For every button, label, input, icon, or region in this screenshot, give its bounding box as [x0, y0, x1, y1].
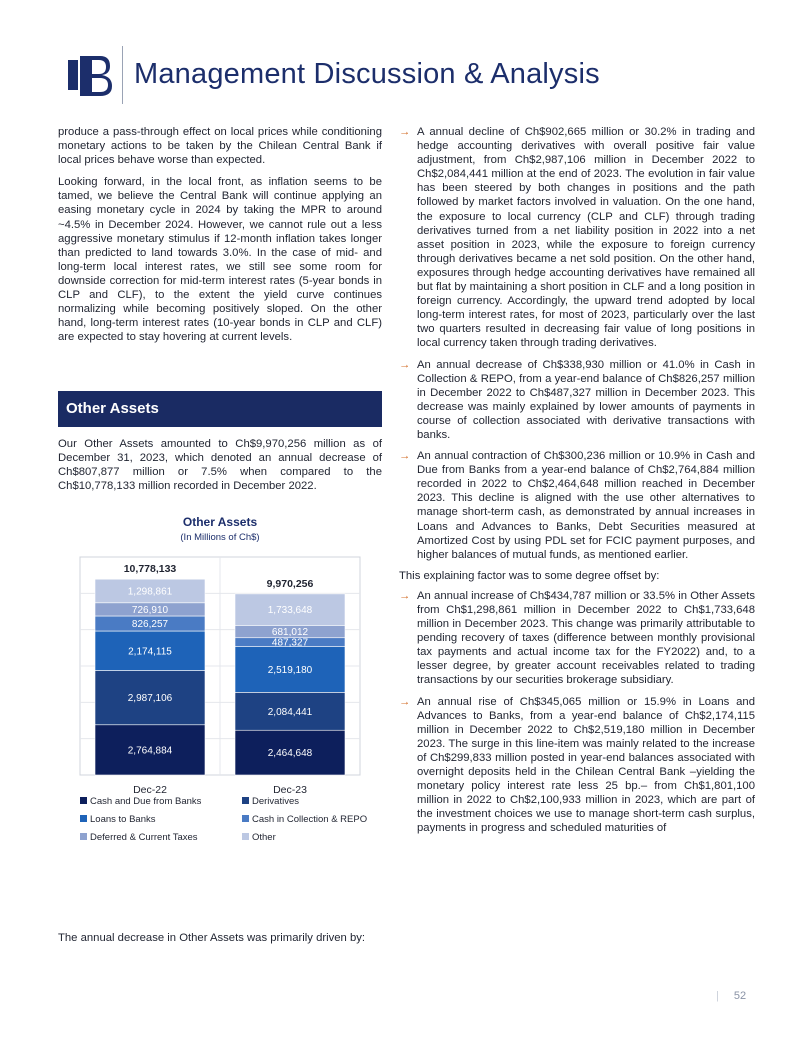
- list-item-other-assets: [399, 589, 755, 688]
- page-number: 52: [733, 990, 747, 1002]
- data-label: 1,733,648: [267, 605, 313, 617]
- legend-swatch: [80, 815, 87, 822]
- other-assets-intro: [58, 437, 382, 501]
- chart-title: Other Assets: [182, 515, 258, 529]
- paragraph-inflation-effect: produce a pass-through effect on local prices while conditioning monetary actions to be taken by the Chilean Central Bank if local prices behave worse than expected.: [58, 126, 382, 167]
- legend-label: Other: [252, 832, 276, 843]
- other-assets-chart: [58, 512, 382, 852]
- arrow-bullet-icon: →: [399, 589, 411, 602]
- data-label: 2,174,115: [128, 646, 172, 658]
- page-header: [66, 46, 766, 104]
- paragraph-outlook: Looking forward, in the local front, as inflation seems to be tamed, we believe the Central Bank will continue applying an easing monetary cycle in 2024 by taking the MPR to around ~4.5% in December 2024. However, we cannot rule out a less aggressive monetary stimulus if 12-month inflation takes longer than predicted to land towards 3.0%. In the case of mid- and long-term local interest rates, we still see some room for downside correction for mid-term interest rates (5-year bonds in CLP and CLF), to the extent the yield curve continues normalizing while becoming positively sloped. On the other hand, long-term interest rates (10-year bonds in CLP and CLF) are expected to stay hovering at current levels.: [58, 176, 382, 344]
- total-label: 10,778,133: [123, 563, 177, 576]
- list-item-cash-due-banks: [399, 449, 755, 562]
- paragraph-other-assets-intro: Our Other Assets amounted to Ch$9,970,256 million as of December 31, 2023, which denoted an annual decrease of Ch$807,877 million or 7.5% when compared to the Ch$10,778,133 million recorded in December 2022.: [58, 438, 382, 493]
- page-footer: [716, 990, 746, 1002]
- legend-swatch: [242, 797, 249, 804]
- data-label: 2,519,180: [267, 664, 313, 676]
- data-label: 2,987,106: [127, 693, 173, 705]
- left-column: [58, 125, 382, 352]
- data-label: 2,764,884: [127, 745, 173, 757]
- legend-swatch: [80, 833, 87, 840]
- data-label: 1,298,861: [127, 586, 173, 598]
- section-title: Other Assets: [66, 400, 159, 417]
- offset-lead-in: This explaining factor was to some degree offset by:: [399, 569, 660, 582]
- list-item-cash-in-collection: [399, 358, 755, 443]
- list-item-loans-to-banks: [399, 695, 755, 836]
- bullet-text: An annual rise of Ch$345,065 million or 15.9% in Loans and Advances to Banks, from a year-end balance of Ch$2,174,115 million in December 2022 to Ch$2,519,180 million in December 2023. The surge in this line-item was mainly related to the increase of Ch$299,833 million posted in year-end balances associated with overnight deposits held in the Chilean Central Bank –yielding the monetary policy interest rate less 25 bp.– from Ch$1,801,100 million in 2022 to Ch$2,100,933 million in 2023, which are part of the investment choices we use to manage short-term cash surplus, payments in progress and scheduled maturities of: [417, 695, 755, 835]
- legend-label: Loans to Banks: [90, 814, 156, 825]
- chart-subtitle: (In Millions of Ch$): [180, 532, 260, 543]
- header-divider: [122, 46, 123, 104]
- data-label: 726,910: [131, 604, 169, 616]
- arrow-bullet-icon: →: [399, 358, 411, 371]
- legend-label: Deferred & Current Taxes: [90, 832, 198, 843]
- legend-swatch: [80, 797, 87, 804]
- total-label: 9,970,256: [266, 577, 314, 590]
- page-title: Management Discussion & Analysis: [134, 58, 600, 90]
- legend-swatch: [242, 815, 249, 822]
- arrow-bullet-icon: →: [399, 126, 411, 138]
- arrow-bullet-icon: →: [399, 450, 411, 463]
- drivers-lead-in: The annual decrease in Other Assets was primarily driven by:: [58, 932, 366, 944]
- right-column: [399, 125, 755, 843]
- list-item-derivatives: [399, 125, 755, 351]
- data-label: 681,012: [271, 627, 309, 639]
- data-label: 826,257: [131, 619, 169, 631]
- bullet-text: An annual increase of Ch$434,787 million or 33.5% in Other Assets from Ch$1,298,861 million in December 2022 to Ch$1,733,648 million in December 2023. This change was primarily attributable to pending recovery of taxes (difference between monthly provisional tax payments and actual income tax for the FY2022) and, to a lesser degree, by greater account receivables related to trading transactions by our securities brokerage subsidiary.: [417, 589, 755, 687]
- chart-svg: [58, 512, 382, 852]
- legend-label: Derivatives: [252, 796, 299, 807]
- bank-logo-icon: [66, 50, 116, 100]
- data-label: 2,464,648: [267, 748, 313, 760]
- x-tick-label: Dec-22: [133, 784, 167, 796]
- x-tick-label: Dec-23: [273, 784, 307, 796]
- data-label: 2,084,441: [267, 706, 313, 718]
- arrow-bullet-icon: →: [399, 695, 411, 708]
- footer-separator: |: [716, 990, 719, 1002]
- section-header-other-assets: [58, 391, 382, 427]
- bullet-text: An annual contraction of Ch$300,236 million or 10.9% in Cash and Due from Banks from a year-end balance of Ch$2,764,884 million recorded in 2022 to Ch$2,464,648 million reached in December 2023. This decline is aligned with the use other alternatives to manage short-term cash, as demonstrated by annual increases in Loans and Advances to Banks, Debt Securities measured at Amortized Cost by using PDL set for FCIC payment purposes, and higher balances of mutual funds, as mentioned earlier.: [417, 450, 755, 561]
- legend-swatch: [242, 833, 249, 840]
- data-label: 487,327: [271, 637, 309, 649]
- bullet-text: An annual decrease of Ch$338,930 million or 41.0% in Cash in Collection & REPO, from a year-end balance of Ch$826,257 million in December 2022 to Ch$487,327 million in December 2023. This decrease was mainly explained by lower amounts of payments in course of collection associated with derivative transactions with banks.: [417, 358, 755, 441]
- legend-label: Cash and Due from Banks: [90, 796, 202, 807]
- legend-label: Cash in Collection & REPO: [252, 814, 368, 825]
- bullet-text: A annual decline of Ch$902,665 million or 30.2% in trading and hedge accounting derivatives with overall positive fair value adjustment, from Ch$2,987,106 million in December 2022 to Ch$2,084,441 million at the end of 2023. The evolution in fair value has been steered by both changes in positions and the path followed by market factors involved in valuation. On the one hand, the exposure to local currency (CLP and CLF) through trading derivatives turned from a net liability position in 2022 into a net asset position in 2023, while the exposure to foreign currency through derivatives became a net sold position. On the other hand, exposures through hedge accounting derivatives have remained all but flat by maintaining a short position in CLF and a long position in foreign currency. Accordingly, the upward trend adopted by local long-term interest rates, for most of 2023, particularly over the last two quarters resulted in decreasing fair value of long positions in local currency taken through trading derivatives.: [417, 126, 755, 350]
